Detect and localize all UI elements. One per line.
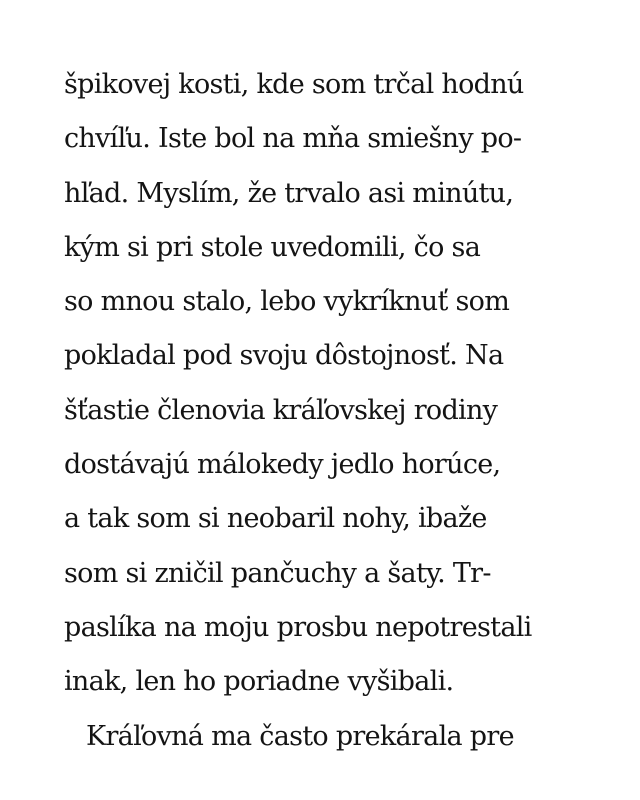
text-line: šťastie členovia kráľovskej rodiny (64, 394, 498, 426)
text-line: paslíka na moju prosbu nepotrestali (64, 611, 532, 643)
text-line: dostávajú málokedy jedlo horúce, (64, 449, 501, 481)
text-line: kým si pri stole uvedomili, čo sa (64, 231, 481, 263)
paragraph-start-line: Kráľovná ma často prekárala pre (86, 720, 514, 752)
text-line: a tak som si neobaril nohy, ibaže (64, 503, 487, 535)
text-line: som si zničil pančuchy a šaty. Tr- (64, 557, 491, 589)
text-line: pokladal pod svoju dôstojnosť. Na (64, 340, 504, 372)
text-line: špikovej kosti, kde som trčal hodnú (64, 69, 524, 100)
text-line: hľad. Myslím, že trvalo asi minútu, (64, 177, 514, 209)
text-line: inak, len ho poriadne vyšibali. (64, 666, 454, 698)
body-text (64, 58, 584, 764)
text-line: so mnou stalo, lebo vykríknuť som (64, 286, 510, 318)
text-line: chvíľu. Iste bol na mňa smiešny po- (64, 123, 522, 155)
